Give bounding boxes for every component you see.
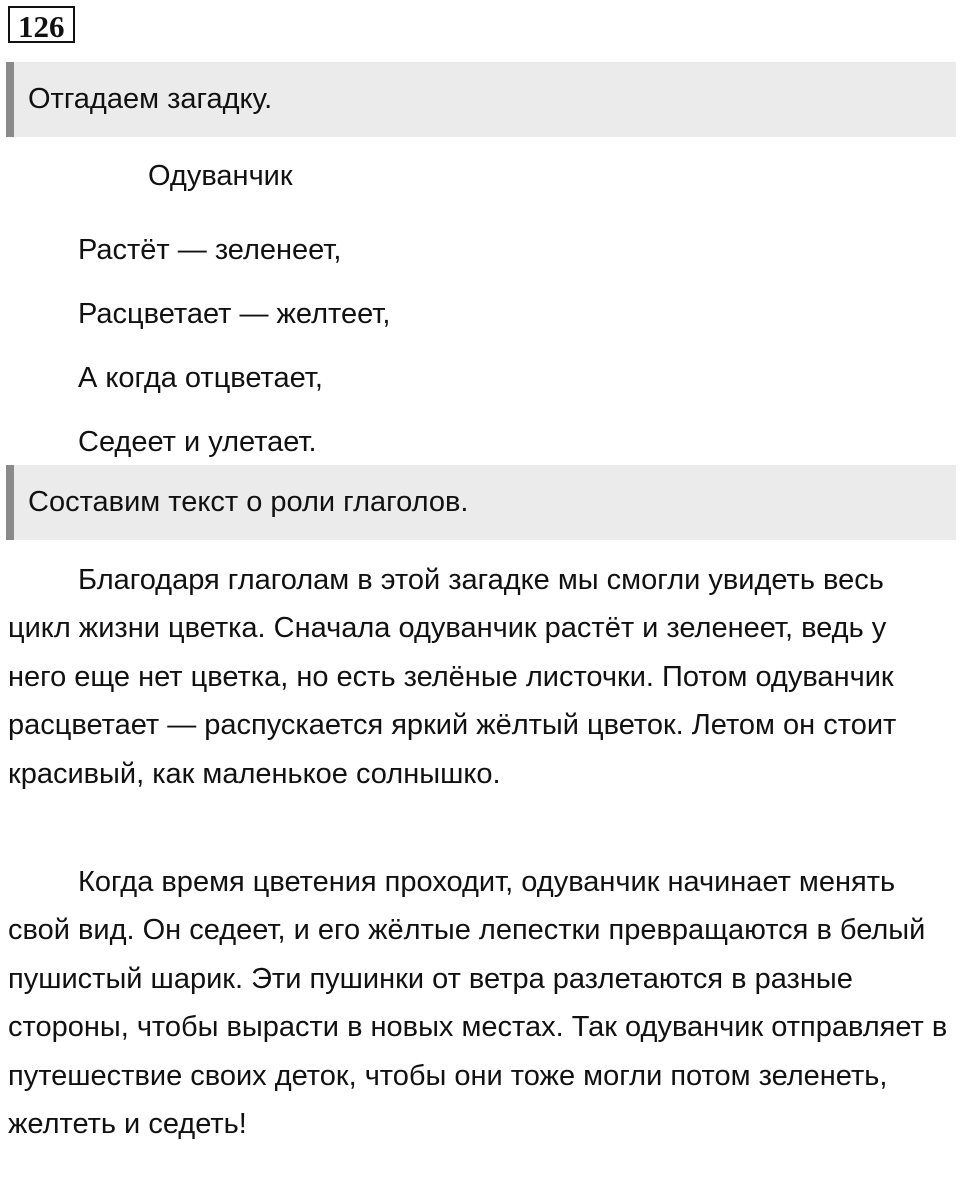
riddle-line: Расцветает — желтеет,	[78, 298, 391, 330]
text-paragraph: Когда время цветения проходит, одуванчик начинает менять свой вид. Он седеет, и его жёлтые лепестки превращаются в белый пушистый шарик. Эти пушинки от ветра разлетаются в разные стороны, чтобы вырасти в новых местах. Так одуванчик отправляет в путешествие своих деток, чтобы они тоже могли потом зеленеть, желтеть и седеть!	[8, 866, 948, 1141]
section-heading-text: Составим текст о роли глаголов.	[6, 465, 956, 540]
task-number-badge: 126	[8, 6, 75, 43]
riddle-line: Седеет и улетает.	[78, 426, 317, 458]
riddle-line: Растёт — зеленеет,	[78, 234, 342, 266]
riddle-title: Одуванчик	[148, 160, 293, 192]
riddle-poem	[78, 218, 390, 474]
section-heading-riddle: Отгадаем загадку.	[6, 62, 956, 137]
text-paragraph: Благодаря глаголам в этой загадке мы смогли увидеть весь цикл жизни цветка. Сначала одуванчик растёт и зеленеет, ведь у него еще нет цветка, но есть зелёные листочки. Потом одуванчик расцветает — распускается яркий жёлтый цветок. Летом он стоит красивый, как маленькое солнышко.	[8, 564, 897, 790]
riddle-line: А когда отцветает,	[78, 362, 323, 394]
